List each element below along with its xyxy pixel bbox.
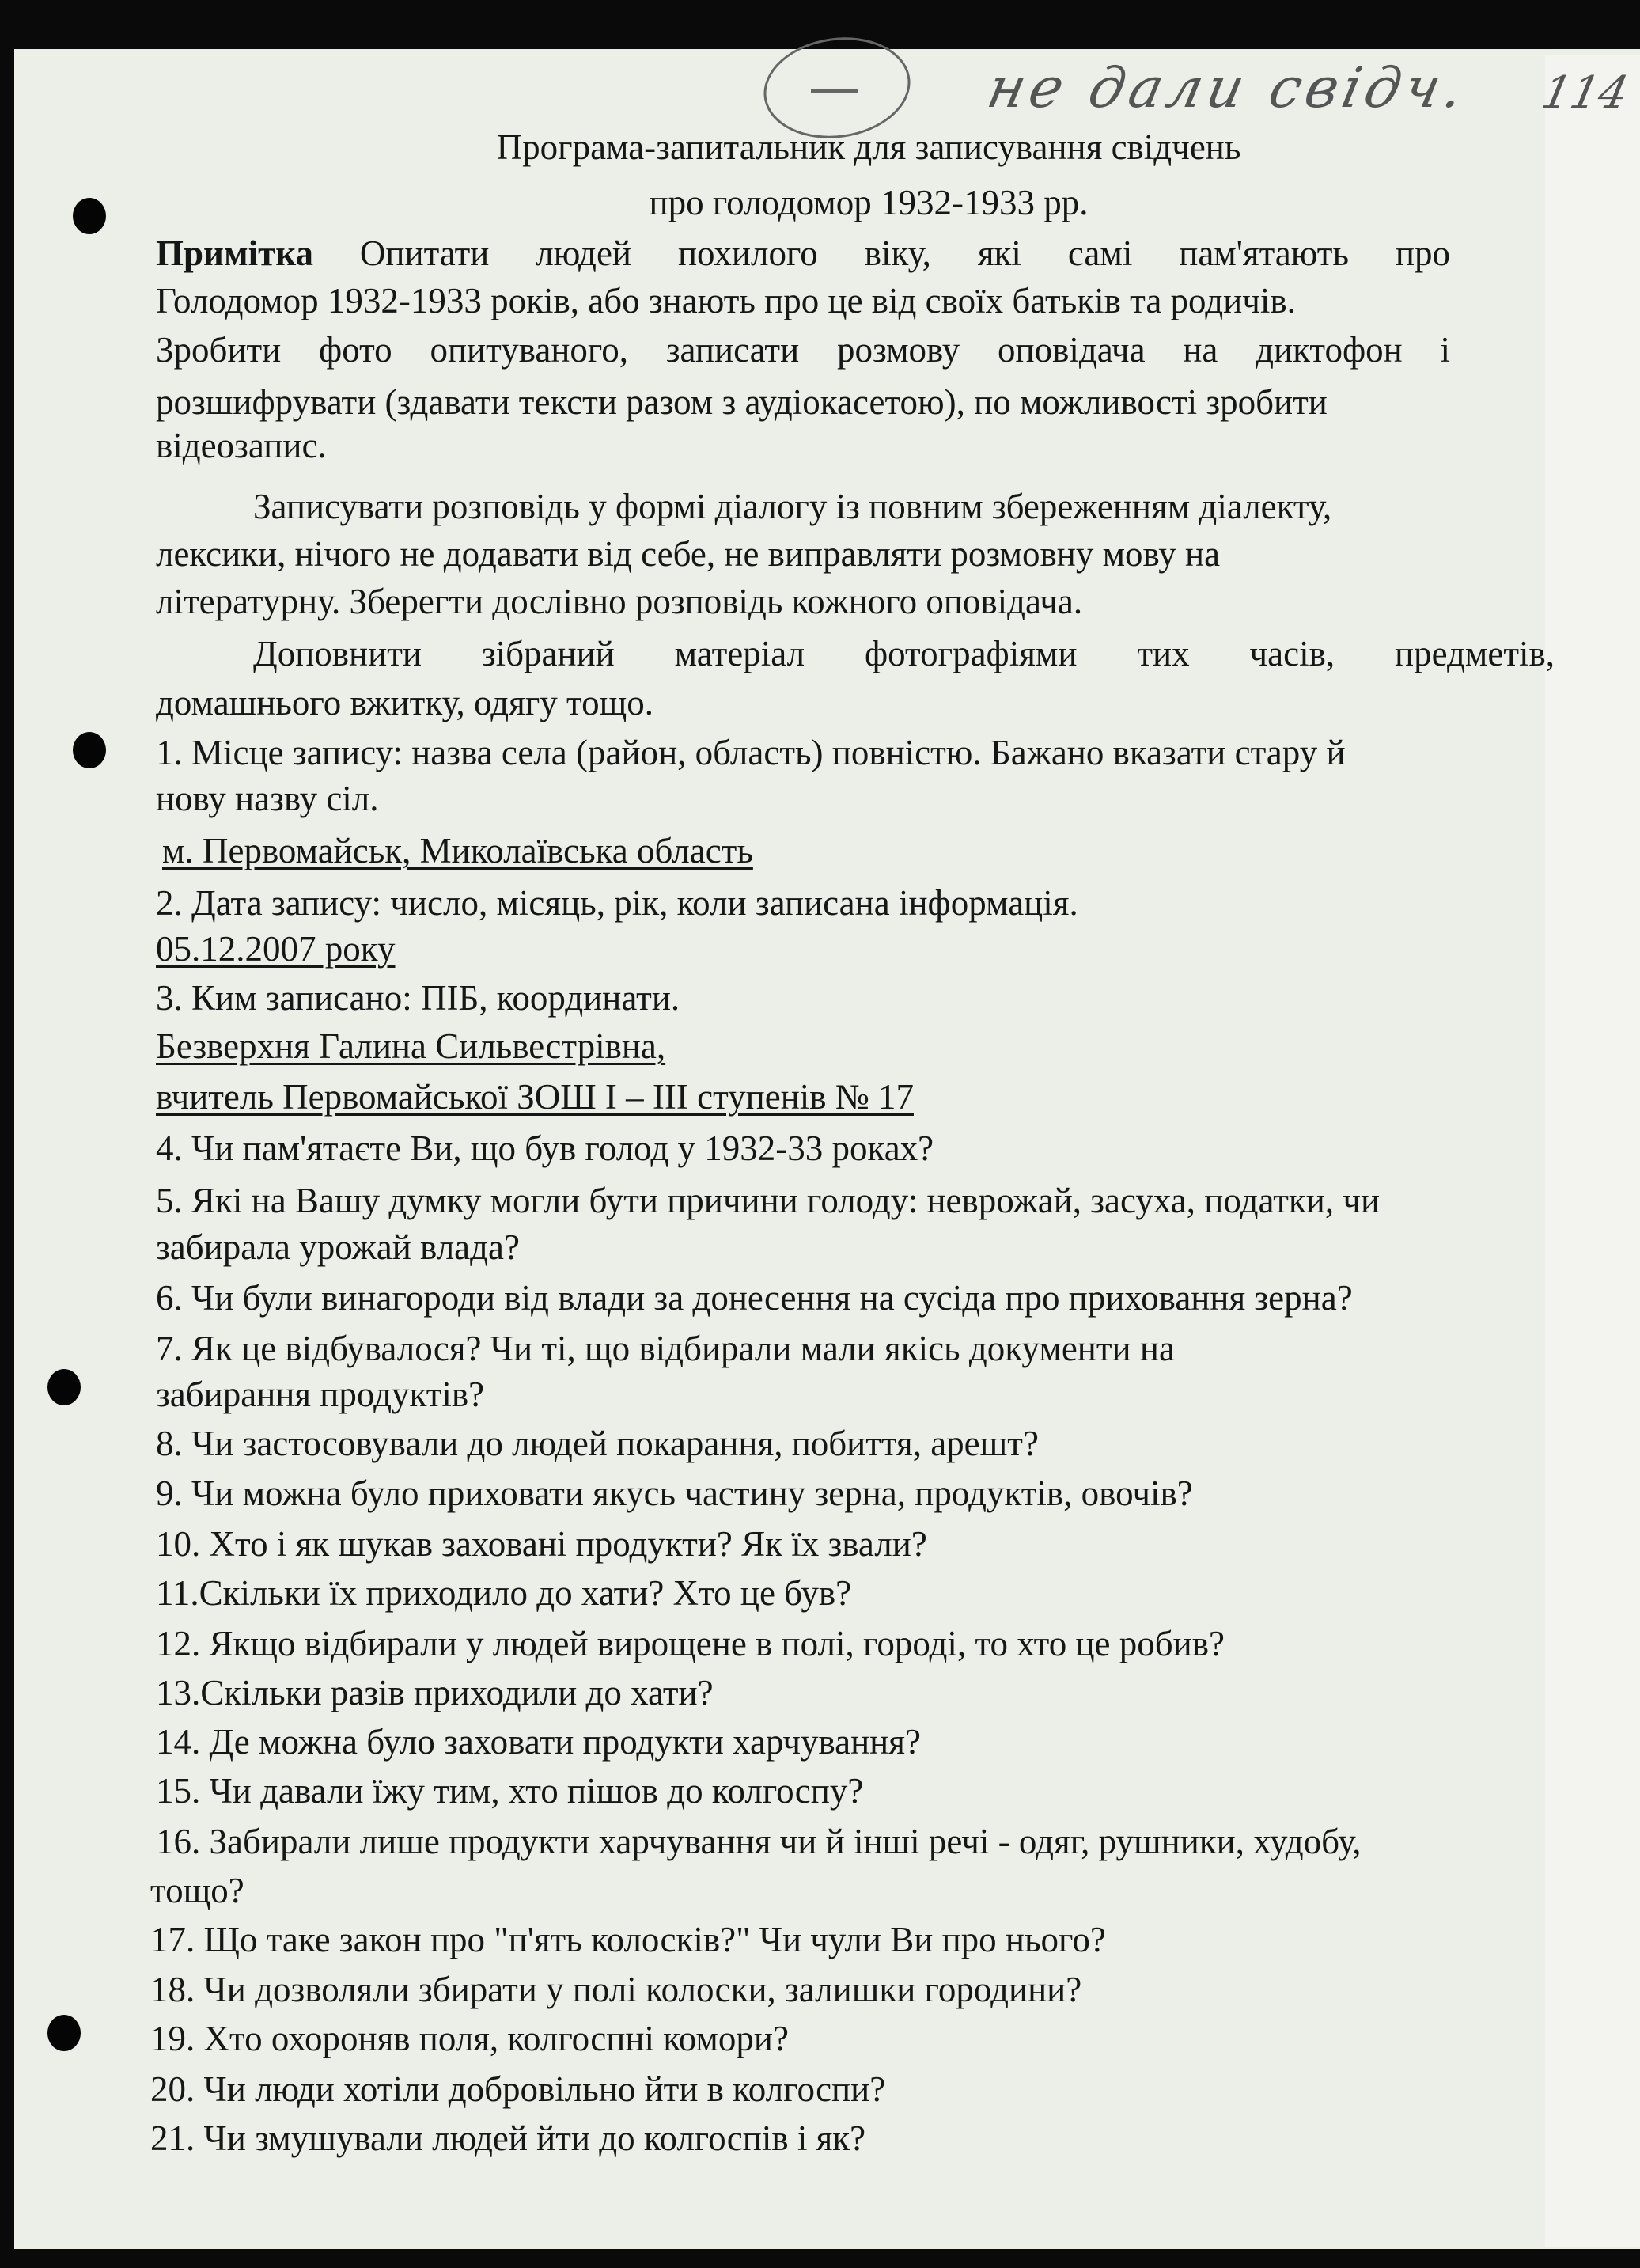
answer-3: Безверхня Галина Сильвестрівна, (156, 1026, 666, 1066)
question-1-cont: нову назву сіл. (156, 779, 379, 818)
note-line: літературну. Зберегти дослівно розповідь кожного оповідача. (156, 582, 1083, 621)
question-line: 16. Забирали лише продукти харчування чи й інші речі - одяг, рушники, худобу, (156, 1822, 1362, 1861)
question-line: тощо? (150, 1871, 244, 1910)
document-subtitle: про голодомор 1932-1933 рр. (649, 183, 1089, 222)
answer-2: 05.12.2007 року (156, 929, 396, 969)
question-line: 4. Чи пам'ятаєте Ви, що був голод у 1932-33 роках? (156, 1128, 934, 1168)
question-line: 10. Хто і як шукав заховані продукти? Як їх звали? (156, 1524, 927, 1564)
handwritten-note: не дали свідч. (982, 55, 1475, 120)
document-title: Програма-запитальник для записування свідчень (496, 127, 1241, 167)
punch-hole (47, 1369, 81, 1405)
answer-1: м. Первомайськ, Миколаївська область (162, 831, 753, 870)
note-line: Голодомор 1932-1933 років, або знають про це від своїх батьків та родичів. (156, 281, 1296, 320)
note-line (156, 229, 1450, 278)
question-line: 11.Скільки їх приходило до хати? Хто це був? (156, 1573, 852, 1613)
note-line: лексики, нічого не додавати від себе, не виправляти розмовну мову на (156, 534, 1221, 574)
note-text: Опитати людей похилого віку, які самі пам'ятають про (359, 233, 1450, 273)
note-line: домашнього вжитку, одягу тощо. (156, 683, 654, 722)
question-line: 15. Чи давали їжу тим, хто пішов до колгоспу? (156, 1771, 864, 1811)
question-line: 14. Де можна було заховати продукти харчування? (156, 1722, 921, 1762)
question-1: 1. Місце запису: назва села (район, область) повністю. Бажано вказати стару й (156, 733, 1346, 772)
question-line: 13.Скільки разів приходили до хати? (156, 1673, 714, 1712)
question-line: забирання продуктів? (156, 1375, 485, 1414)
note-line: розшифрувати (здавати тексти разом з аудіокасетою), по можливості зробити (156, 382, 1328, 422)
question-line: 6. Чи були винагороди від влади за донесення на сусіда про приховання зерна? (156, 1278, 1353, 1318)
question-line: 9. Чи можна було приховати якусь частину зерна, продуктів, овочів? (156, 1473, 1193, 1513)
question-line: 12. Якщо відбирали у людей вирощене в полі, городі, то хто це робив? (156, 1624, 1225, 1663)
question-line: 5. Які на Вашу думку могли бути причини голоду: неврожай, засуха, податки, чи (156, 1181, 1381, 1220)
page-number: 114 (1537, 67, 1633, 119)
question-line: 18. Чи дозволяли збирати у полі колоски, залишки городини? (150, 1970, 1082, 2009)
note-line: Доповнити зібраний матеріал фотографіями тих часів, предметів, (253, 634, 1555, 673)
question-line: 17. Що таке закон про "п'ять колосків?" Чи чули Ви про нього? (150, 1920, 1106, 1959)
note-line: Записувати розповідь у формі діалогу із повним збереженням діалекту, (253, 487, 1332, 526)
question-line: 19. Хто охороняв поля, колгоспні комори? (150, 2019, 789, 2058)
paper-edge (1545, 55, 1640, 2247)
question-3: 3. Ким записано: ПІБ, координати. (156, 978, 680, 1018)
question-line: 7. Як це відбувалося? Чи ті, що відбирали мали якісь документи на (156, 1329, 1175, 1368)
note-line: відеозапис. (156, 426, 327, 465)
question-line: забирала урожай влада? (156, 1227, 520, 1267)
answer-3-cont: вчитель Первомайської ЗОШ І – ІІІ ступенів № 17 (156, 1077, 914, 1117)
handwritten-minus-mark (811, 89, 858, 93)
question-line: 21. Чи змушували людей йти до колгоспів і як? (150, 2118, 866, 2158)
question-2: 2. Дата запису: число, місяць, рік, коли записана інформація. (156, 883, 1078, 923)
punch-hole (73, 732, 106, 768)
punch-hole (47, 2015, 81, 2051)
note-label: Примітка (156, 233, 313, 273)
question-line: 8. Чи застосовували до людей покарання, побиття, арешт? (156, 1424, 1039, 1463)
question-line: 20. Чи люди хотіли добровільно йти в колгоспи? (150, 2069, 886, 2109)
note-line: Зробити фото опитуваного, записати розмову оповідача на диктофон і (156, 330, 1450, 370)
